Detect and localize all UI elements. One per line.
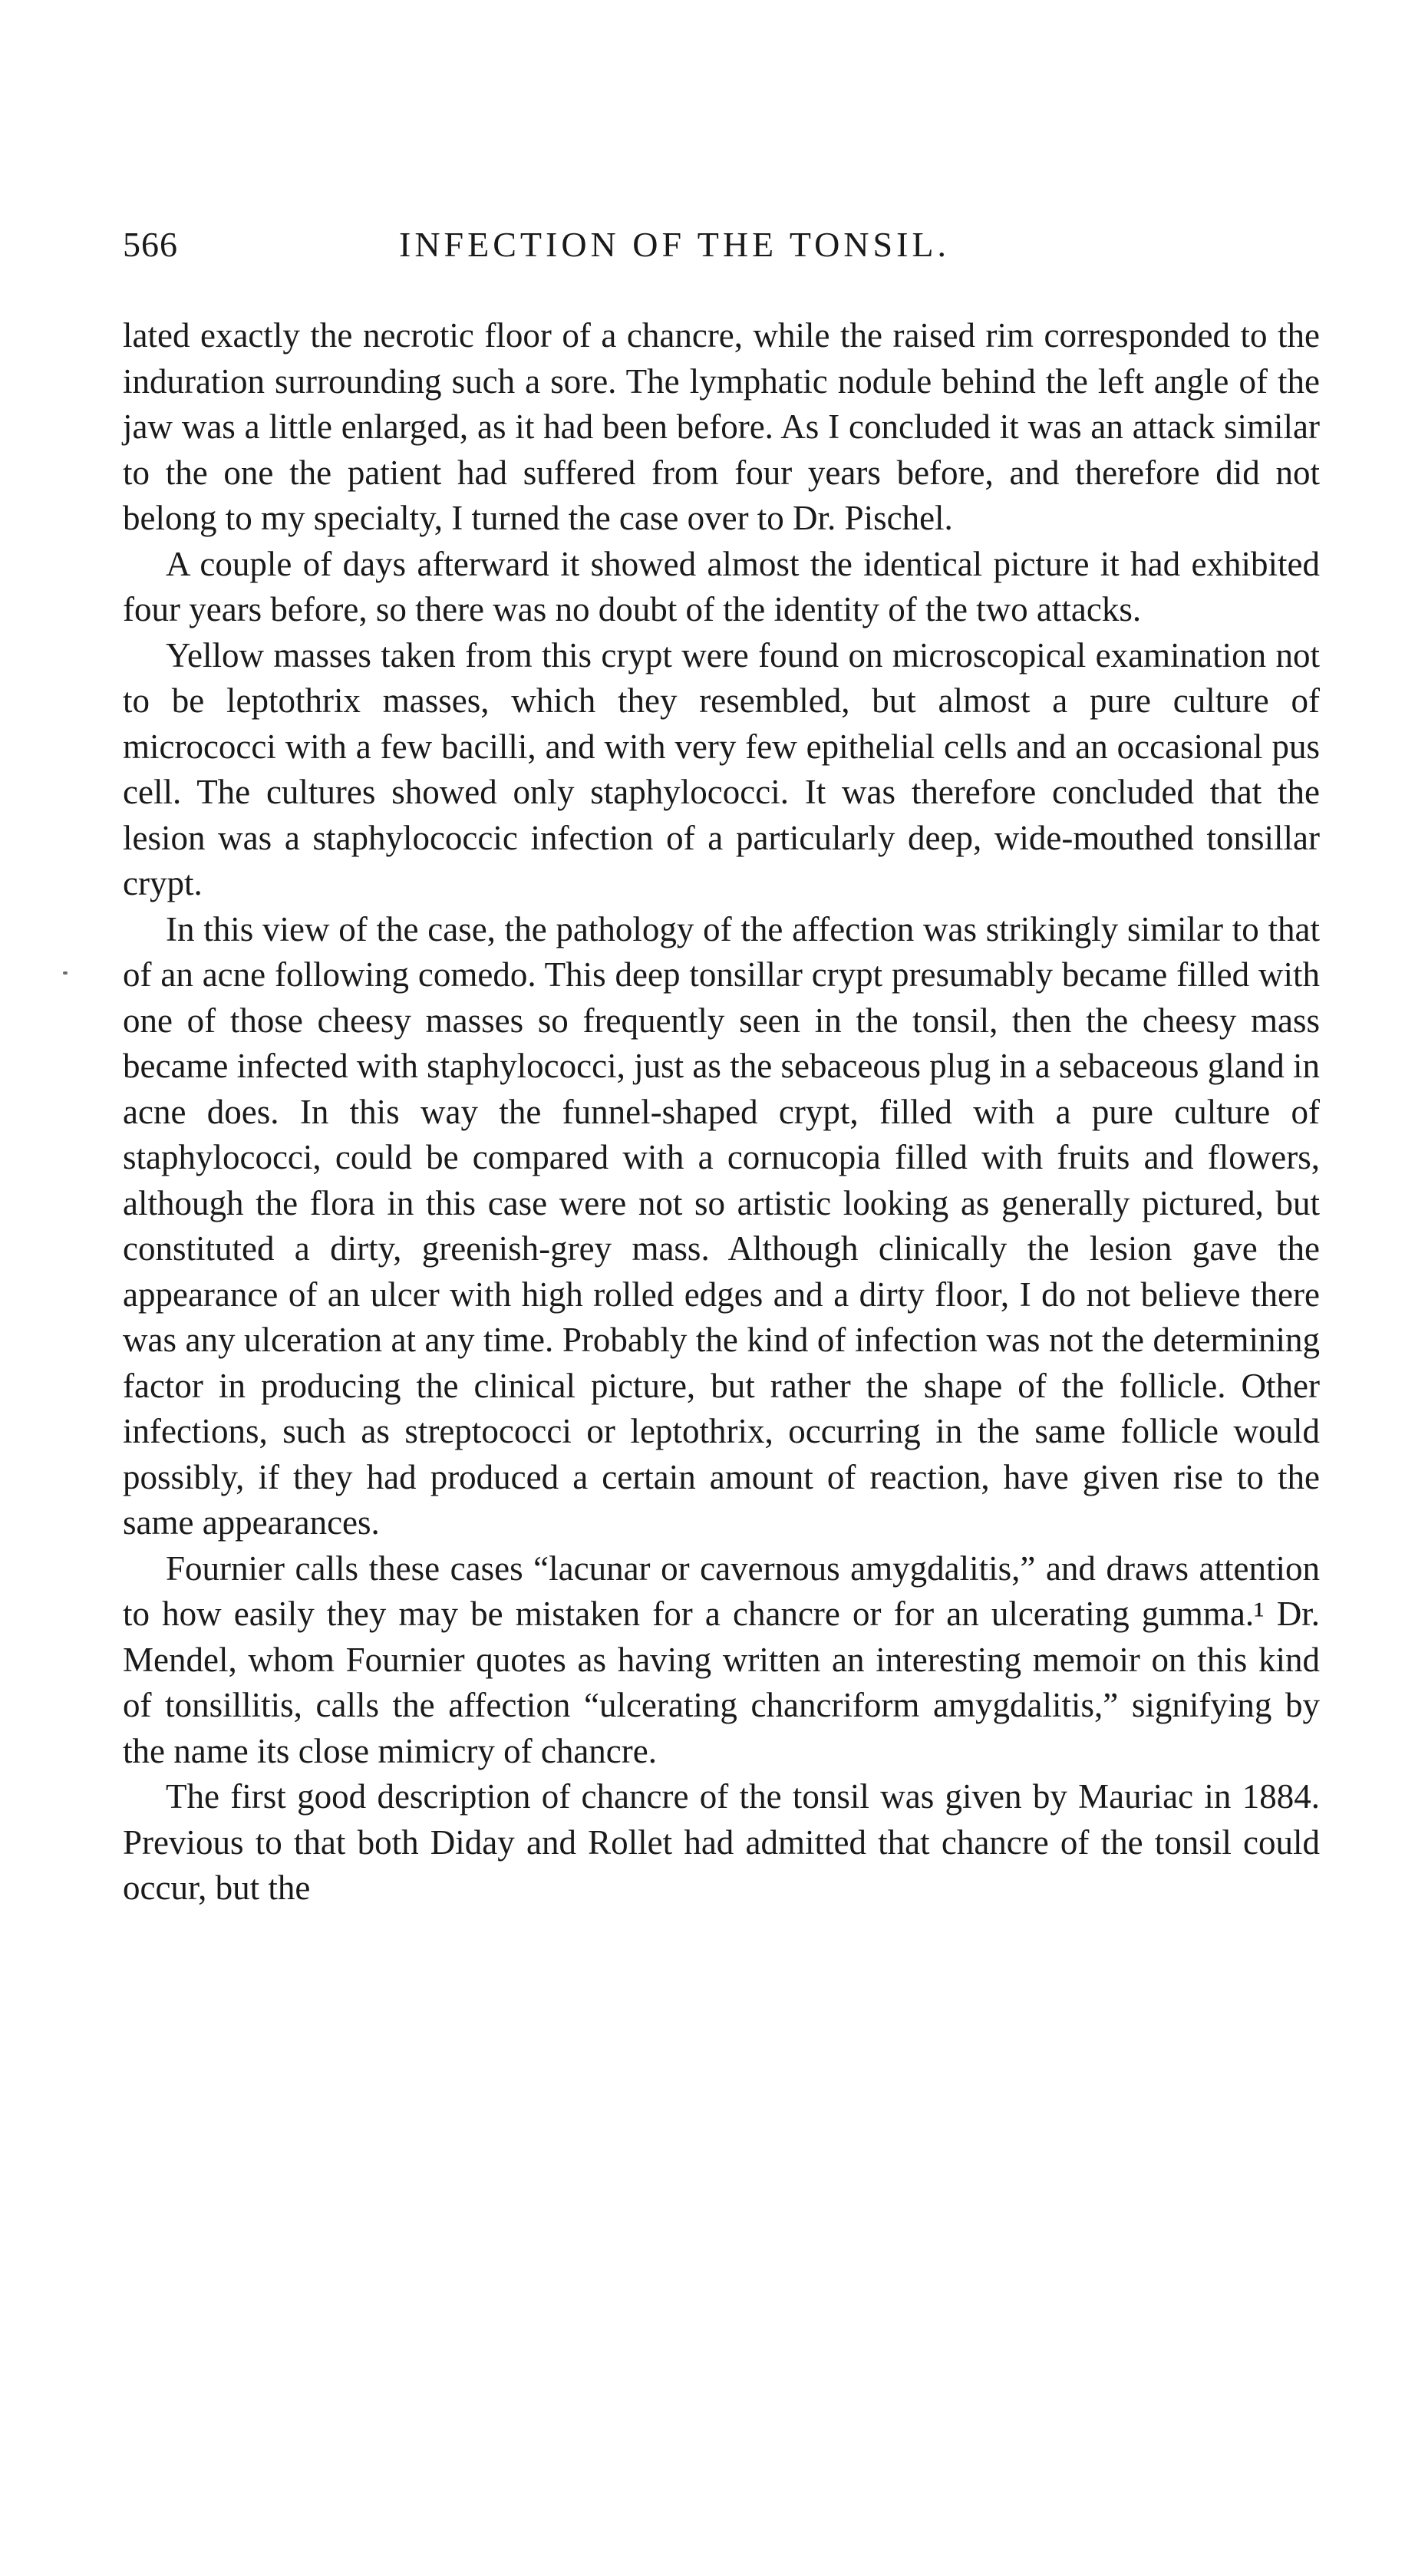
page-number: 566 — [123, 225, 178, 264]
running-title: INFECTION OF THE TONSIL. — [399, 225, 951, 264]
paragraph: The first good description of chancre of the tonsil was given by Mauriac in 1884. Previous to that both Diday and Rollet had admitted that chancre of the tonsil could occur, but the — [123, 1777, 1320, 1907]
paragraph: In this view of the case, the pathology of the affection was strikingly similar to that of an acne following comedo. This deep tonsillar crypt presumably became filled with one of those cheesy masses so frequently seen in the tonsil, then the cheesy mass became infected with staphylococci, just as the sebaceous plug in a sebaceous gland in acne does. In this way the funnel-shaped crypt, filled with a pure culture of staphylococci, could be compared with a cornucopia filled with fruits and flowers, although the flora in this case were not so artistic looking as generally pictured, but constituted a dirty, greenish-grey mass. Although clinically the lesion gave the appearance of an ulcer with high rolled edges and a dirty floor, I do not believe there was any ulceration at any time. Probably the kind of infection was not the determining factor in producing the clinical picture, but rather the shape of the follicle. Other infections, such as streptococci or leptothrix, occurring in the same follicle would possibly, if they had produced a certain amount of reaction, have given rise to the same appearances. — [123, 909, 1320, 1542]
paragraph: Yellow masses taken from this crypt were found on microscopical examination not to be leptothrix masses, which they resembled, but almost a pure culture of micrococci with a few bacilli, and with very few epithelial cells and an occasional pus cell. The cultures showed only staphylococci. It was therefore concluded that the lesion was a staphylococcic infection of a particularly deep, wide-mouthed tonsillar crypt. — [123, 635, 1320, 902]
paragraph: A couple of days afterward it showed almost the identical picture it had exhibited four years before, so there was no doubt of the identity of the two attacks. — [123, 544, 1320, 628]
stray-ink-mark — [63, 971, 68, 975]
paragraph-continuation: lated exactly the necrotic floor of a chancre, while the raised rim corresponded to the induration surrounding such a sore. The lymphatic nodule behind the left angle of the jaw was a little enlarged, as it had been before. As I concluded it was an attack similar to the one the patient had suffered from four years before, and therefore did not belong to my specialty, I turned the case over to Dr. Pischel. — [123, 316, 1320, 537]
paragraph: Fournier calls these cases “lacunar or cavernous amygdalitis,” and draws attention to how easily they may be mistaken for a chancre or for an ulcerating gumma.¹ Dr. Mendel, whom Fournier quotes as having written an interesting memoir on this kind of tonsillitis, calls the affection “ulcerating chancriform amygdalitis,” signifying by the name its close mimicry of chancre. — [123, 1549, 1320, 1770]
body-text — [123, 313, 1320, 1911]
running-head — [123, 224, 1320, 270]
